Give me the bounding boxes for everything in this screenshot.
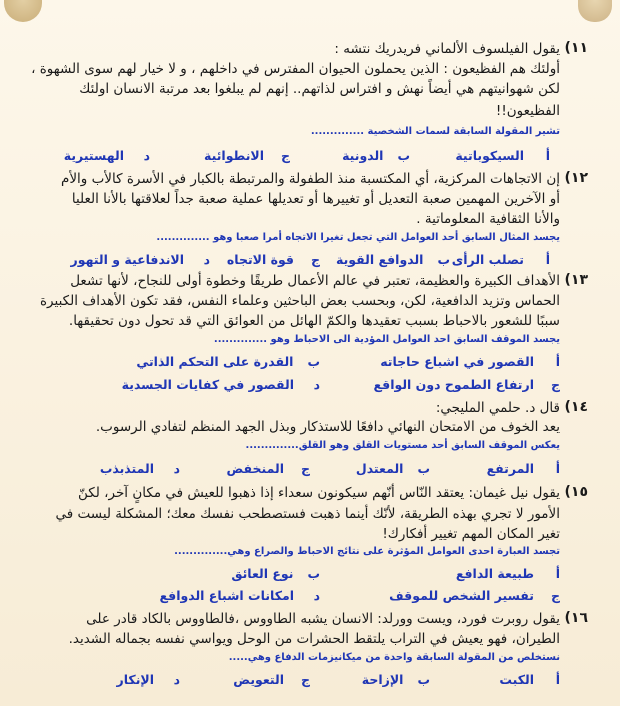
question-text-line: سببًا للشعور بالاحباط بسبب تعقيدها والكمّ الهائل من العوائق التي قد تحول دون تحقيقها.: [68, 313, 560, 329]
question-prompt: نستخلص من المقولة السابقة واحدة من ميكانيزمات الدفاع وهي.....: [228, 652, 560, 663]
option-a[interactable]: أالقصور في اشباع حاجاته: [380, 354, 560, 369]
question-text-line: يقول روبرت فورد، ويست وورلد: الانسان يشبه الطاووس ،فالطاووس بالكاد قادر على: [86, 611, 560, 627]
question-text-line: الطيران، فهو يعيش في التراب يلتقط الحشرات من الوحل ويواسي نفسه بجماله الشديد.: [68, 631, 560, 647]
question-number: ١٢): [564, 170, 588, 186]
option-d[interactable]: دالمتذبذب: [99, 461, 180, 476]
option-a[interactable]: أالسيكوباتية: [455, 148, 550, 163]
option-c[interactable]: جارتفاع الطموح دون الواقع: [373, 377, 560, 392]
question-number: ١١): [564, 40, 588, 56]
option-b[interactable]: بالإزاحة: [361, 672, 430, 687]
question-text-line: أولئك هم الفظيعون : الذين يحملون الحيوان المفترس في داخلهم ، و لا خيار لهم سوى الشهوة ،: [31, 61, 560, 77]
question-text-line: تغير المكان المهم تغيير أفكارك!: [382, 526, 560, 542]
option-d[interactable]: دالهستيرية: [63, 148, 150, 163]
option-c[interactable]: جقوة الاتجاه: [226, 252, 320, 267]
question-text-line: الحماس وتزيد الدافعية، لكن، وبحسب بعض الباحثين وعلماء النفس، فقد تكون الأهداف الكبيرة: [39, 293, 560, 309]
question-text-line: إن الاتجاهات المركزية، أي المكتسبة منذ الطفولة والمرتبطة بالكبار في الأسرة كالأب والأم: [60, 171, 560, 187]
option-a[interactable]: أالكبت: [499, 672, 560, 687]
option-c[interactable]: جالتعويض: [233, 672, 310, 687]
option-a[interactable]: أالمرتفع: [486, 461, 560, 476]
question-prompt: يجسد الموقف السابق احد العوامل المؤدية الى الاحباط وهو ..............: [213, 334, 560, 345]
question-prompt: يجسد المثال السابق أحد العوامل التي تجعل تغيرا الاتجاه أمرا صعبا وهو ..............: [156, 232, 560, 243]
option-b[interactable]: بالدونية: [342, 148, 410, 163]
question-text-line: الفظيعون!!: [495, 103, 560, 119]
option-b[interactable]: بنوع العائق: [231, 566, 320, 581]
option-d[interactable]: دالقصور في كفايات الجسدية: [121, 377, 320, 392]
option-c[interactable]: جالمنخفض: [226, 461, 310, 476]
question-prompt: تجسد العبارة احدى العوامل المؤثرة على نتائج الاحباط والصراع وهي..............: [174, 546, 560, 557]
question-prompt: تشير المقولة السابقة لسمات الشخصية ..............: [310, 126, 560, 137]
question-text-line: يقول الفيلسوف الألماني فريدريك نتشه :: [334, 41, 560, 57]
option-b[interactable]: بالدوافع القوية: [336, 252, 450, 267]
question-text-line: والأنا الثقافية المعلوماتية .: [416, 211, 560, 227]
top-right-ornament: [578, 0, 612, 22]
question-text-line: الأمور لا تجري بهذه الطريقة، لأنّك أينما ذهبت فستصطحب نفسك معك؛ المشكلة ليست في: [55, 506, 560, 522]
option-a[interactable]: أطبيعة الدافع: [455, 566, 560, 581]
option-d[interactable]: دالاندفاعية و التهور: [70, 252, 210, 267]
option-d[interactable]: دامكانات اشباع الدوافع: [159, 588, 320, 603]
question-text-line: يقول نيل غيمان: يعتقد النّاس أنّهم سيكونون سعداء إذا ذهبوا للعيش في مكانٍ آخر، لكنّ: [78, 485, 560, 501]
option-c[interactable]: جتفسير الشخص للموقف: [389, 588, 560, 603]
option-a[interactable]: أتصلب الرأى: [451, 252, 550, 267]
question-prompt: يعكس الموقف السابق أحد مستويات القلق وهو القلق..............: [245, 440, 560, 451]
option-b[interactable]: بالقدرة على التحكم الذاتي: [136, 354, 320, 369]
question-number: ١٦): [564, 610, 588, 626]
question-text-line: لكن شهوانيتهم هي أيضاً نهش و افتراس لذاتهم.. إنهم لم يبلغوا بعد مرتبة الانسان اولئك: [79, 81, 560, 97]
question-text-line: قال د. حلمي المليجي:: [435, 400, 560, 416]
question-number: ١٥): [564, 484, 588, 500]
question-text-line: الأهداف الكبيرة والعظيمة، تعتبر في عالم الأعمال طريقًا وخطوة أولى للنجاح، لأنها تشعل: [70, 273, 560, 289]
question-number: ١٤): [564, 399, 588, 415]
option-d[interactable]: دالإنكار: [116, 672, 180, 687]
option-b[interactable]: بالمعتدل: [355, 461, 430, 476]
question-text-line: أو الآخرين المهمين صعبة التعديل أو تغييرها أو تعديلها عملية صعبة جداً لعلاقتها بالأنا العليا: [71, 191, 560, 207]
option-c[interactable]: جالانطوائية: [204, 148, 290, 163]
top-left-ornament: [4, 0, 42, 22]
question-text-line: يعد الخوف من الامتحان النهائي دافعًا للاستذكار وبذل الجهد المنظم لتفادي الرسوب.: [95, 419, 560, 435]
question-number: ١٣): [564, 272, 588, 288]
